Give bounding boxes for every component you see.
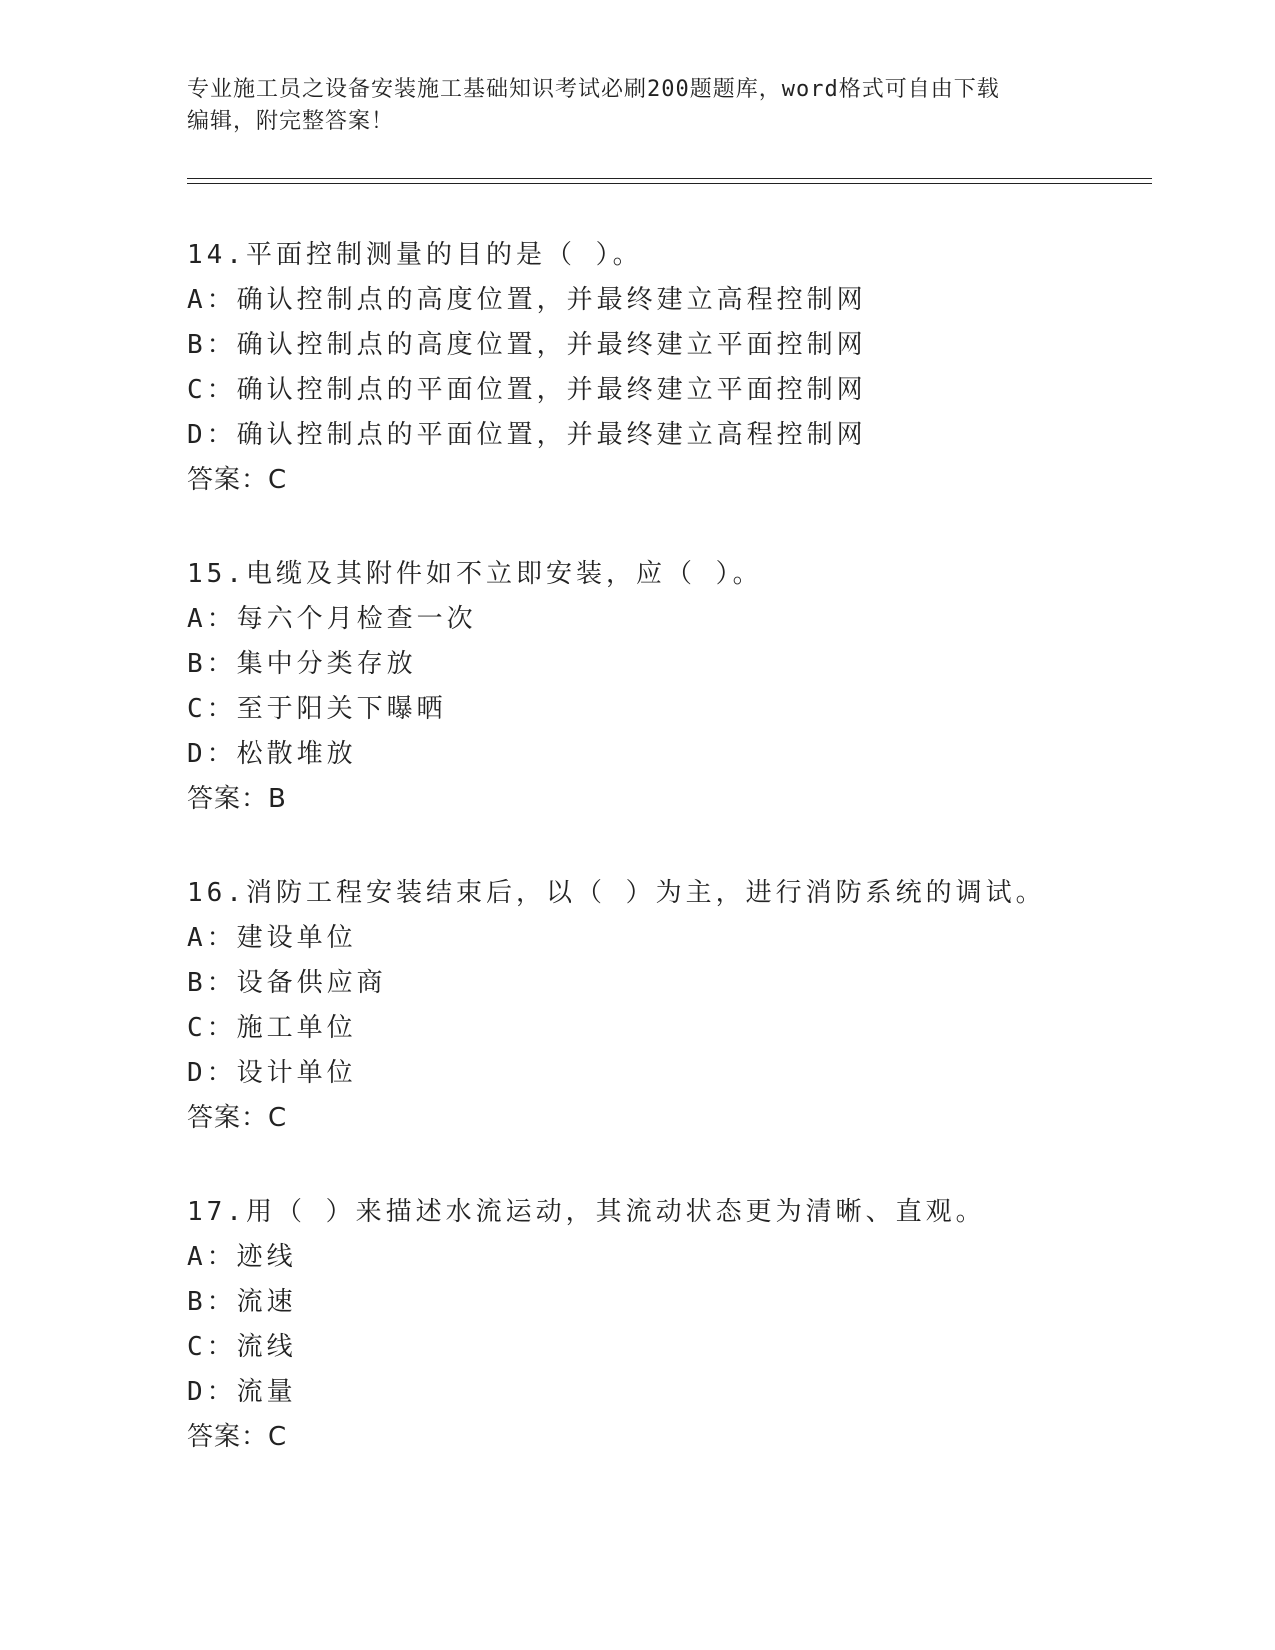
question-stem: 15.电缆及其附件如不立即安装，应（ ）。	[187, 559, 763, 589]
option-d: D：确认控制点的平面位置，并最终建立高程控制网	[187, 420, 867, 450]
option-b: B：确认控制点的高度位置，并最终建立平面控制网	[187, 330, 867, 360]
header-line-2: 编辑，附完整答案！	[187, 109, 395, 134]
document-header	[187, 74, 1087, 138]
header-line-1: 专业施工员之设备安装施工基础知识考试必刷200题题库，word格式可自由下载	[187, 77, 1000, 102]
option-a: A：建设单位	[187, 923, 357, 953]
question-15	[187, 552, 1147, 871]
question-list	[187, 233, 1147, 1509]
answer: 答案：C	[187, 1422, 288, 1452]
option-b: B：集中分类存放	[187, 649, 417, 679]
option-d: D：流量	[187, 1377, 297, 1407]
question-stem: 14.平面控制测量的目的是（ ）。	[187, 240, 643, 270]
header-divider-bottom	[187, 183, 1152, 184]
question-14	[187, 233, 1147, 552]
option-d: D：松散堆放	[187, 739, 357, 769]
answer: 答案：C	[187, 1103, 288, 1133]
option-c: C：流线	[187, 1332, 297, 1362]
option-c: C：施工单位	[187, 1013, 357, 1043]
option-b: B：设备供应商	[187, 968, 387, 998]
option-a: A：每六个月检查一次	[187, 604, 477, 634]
header-divider-top	[187, 178, 1152, 179]
question-17	[187, 1190, 1147, 1509]
answer: 答案：C	[187, 465, 288, 495]
option-c: C：至于阳关下曝晒	[187, 694, 447, 724]
option-d: D：设计单位	[187, 1058, 357, 1088]
answer: 答案：B	[187, 784, 287, 814]
option-c: C：确认控制点的平面位置，并最终建立平面控制网	[187, 375, 867, 405]
option-b: B：流速	[187, 1287, 297, 1317]
option-a: A：迹线	[187, 1242, 297, 1272]
question-16	[187, 871, 1147, 1190]
option-a: A：确认控制点的高度位置，并最终建立高程控制网	[187, 285, 867, 315]
question-stem: 17.用（ ）来描述水流运动，其流动状态更为清晰、直观。	[187, 1197, 986, 1227]
question-stem: 16.消防工程安装结束后，以（ ）为主，进行消防系统的调试。	[187, 878, 1046, 908]
